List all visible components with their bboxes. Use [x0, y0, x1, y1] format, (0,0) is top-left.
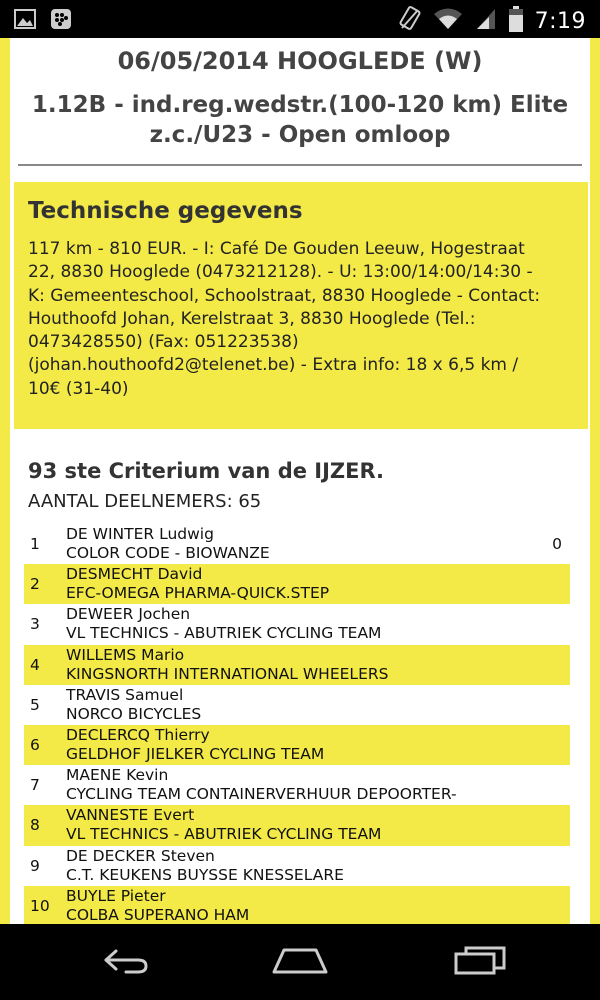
divider [18, 164, 582, 166]
result-row[interactable] [24, 604, 570, 644]
race-category [10, 90, 590, 150]
result-rank: 6 [30, 736, 40, 755]
technical-info-line: K: Gemeenteschool, Schoolstraat, 8830 Hooglede - Contact: [28, 285, 541, 306]
race-date-location: 06/05/2014 HOOGLEDE (W) [117, 47, 483, 75]
rider-name: DE DECKER Steven [66, 846, 215, 865]
technical-info-line: (johan.houthoofd2@telenet.be) - Extra info: 18 x 6,5 km / [28, 355, 519, 376]
technical-info-line: 22, 8830 Hooglede (0473212128). - U: 13:00/14:00/14:30 - [28, 262, 533, 283]
back-icon [96, 945, 152, 979]
rider-name: MAENE Kevin [66, 766, 169, 785]
rider-team: EFC-OMEGA PHARMA-QUICK.STEP [66, 584, 330, 603]
race-title: 93 ste Criterium van de IJZER. [28, 459, 385, 484]
technical-info-body [28, 238, 574, 401]
rider-name: TRAVIS Samuel [66, 685, 184, 704]
result-row[interactable] [24, 886, 570, 924]
rider-team: KINGSNORTH INTERNATIONAL WHEELERS [66, 664, 389, 683]
technical-info-line: 117 km - 810 EUR. - I: Café De Gouden Leeuw, Hogestraat [28, 239, 525, 259]
home-icon [270, 946, 330, 978]
results-list [24, 524, 570, 924]
rider-team: COLBA SUPERANO HAM [66, 905, 250, 924]
no-sim-icon [399, 6, 421, 36]
technical-info-line: 10€ (31-40) [28, 378, 129, 399]
status-bar [0, 0, 600, 38]
rider-name: WILLEMS Mario [66, 645, 185, 664]
rider-name: DECLERCQ Thierry [66, 726, 210, 745]
race-category-line-1: 1.12B - ind.reg.wedstr.(100-120 km) Elite [31, 92, 569, 118]
race-detail-page[interactable] [10, 38, 590, 924]
rider-team: C.T. KEUKENS BUYSSE KNESSELARE [66, 865, 344, 884]
clock: 7:19 [534, 8, 586, 34]
rider-name: DEWEER Jochen [66, 605, 191, 624]
battery-icon [509, 6, 523, 36]
result-row[interactable] [24, 725, 570, 765]
technical-info-panel [14, 182, 588, 429]
race-category-line-2: z.c./U23 - Open omloop [149, 122, 451, 148]
technical-info-heading: Technische gegevens [28, 198, 303, 224]
result-rank: 3 [30, 615, 40, 634]
result-row[interactable] [24, 524, 570, 564]
rider-team: VL TECHNICS - ABUTRIEK CYCLING TEAM [66, 825, 382, 844]
recents-icon [452, 945, 508, 979]
rider-name: DE WINTER Ludwig [66, 525, 214, 544]
result-row[interactable] [24, 645, 570, 685]
result-rank: 5 [30, 695, 40, 714]
home-button[interactable] [260, 936, 340, 988]
rider-team: COLOR CODE - BIOWANZE [66, 544, 270, 563]
bbm-icon [50, 8, 72, 34]
technical-info-line: 0473428550) (Fax: 051223538) [28, 332, 299, 353]
participant-count: AANTAL DEELNEMERS: 65 [28, 491, 262, 513]
rider-team: VL TECHNICS - ABUTRIEK CYCLING TEAM [66, 624, 382, 643]
signal-icon [475, 7, 497, 35]
result-points: 0 [552, 535, 562, 554]
rider-team: GELDHOF JIELKER CYCLING TEAM [66, 745, 325, 764]
rider-name: BUYLE Pieter [66, 886, 166, 905]
result-row[interactable] [24, 564, 570, 604]
image-icon [14, 9, 36, 33]
rider-name: DESMECHT David [66, 565, 203, 584]
back-button[interactable] [84, 936, 164, 988]
app-frame [0, 38, 600, 924]
recents-button[interactable] [440, 936, 520, 988]
result-rank: 8 [30, 816, 40, 835]
result-row[interactable] [24, 765, 570, 805]
result-rank: 7 [30, 776, 40, 795]
technical-info-line: Houthoofd Johan, Kerelstraat 3, 8830 Hooglede (Tel.: [28, 308, 476, 329]
navigation-bar [0, 924, 600, 1000]
result-rank: 10 [30, 896, 50, 915]
result-row[interactable] [24, 685, 570, 725]
rider-team: CYCLING TEAM CONTAINERVERHUUR DEPOORTER- [66, 785, 457, 804]
rider-name: VANNESTE Evert [66, 806, 195, 825]
wifi-icon [433, 7, 463, 35]
result-rank: 2 [30, 575, 40, 594]
result-row[interactable] [24, 805, 570, 845]
result-row[interactable] [24, 846, 570, 886]
result-rank: 1 [30, 535, 40, 554]
result-rank: 9 [30, 856, 40, 875]
result-rank: 4 [30, 655, 40, 674]
rider-team: NORCO BICYCLES [66, 704, 202, 723]
